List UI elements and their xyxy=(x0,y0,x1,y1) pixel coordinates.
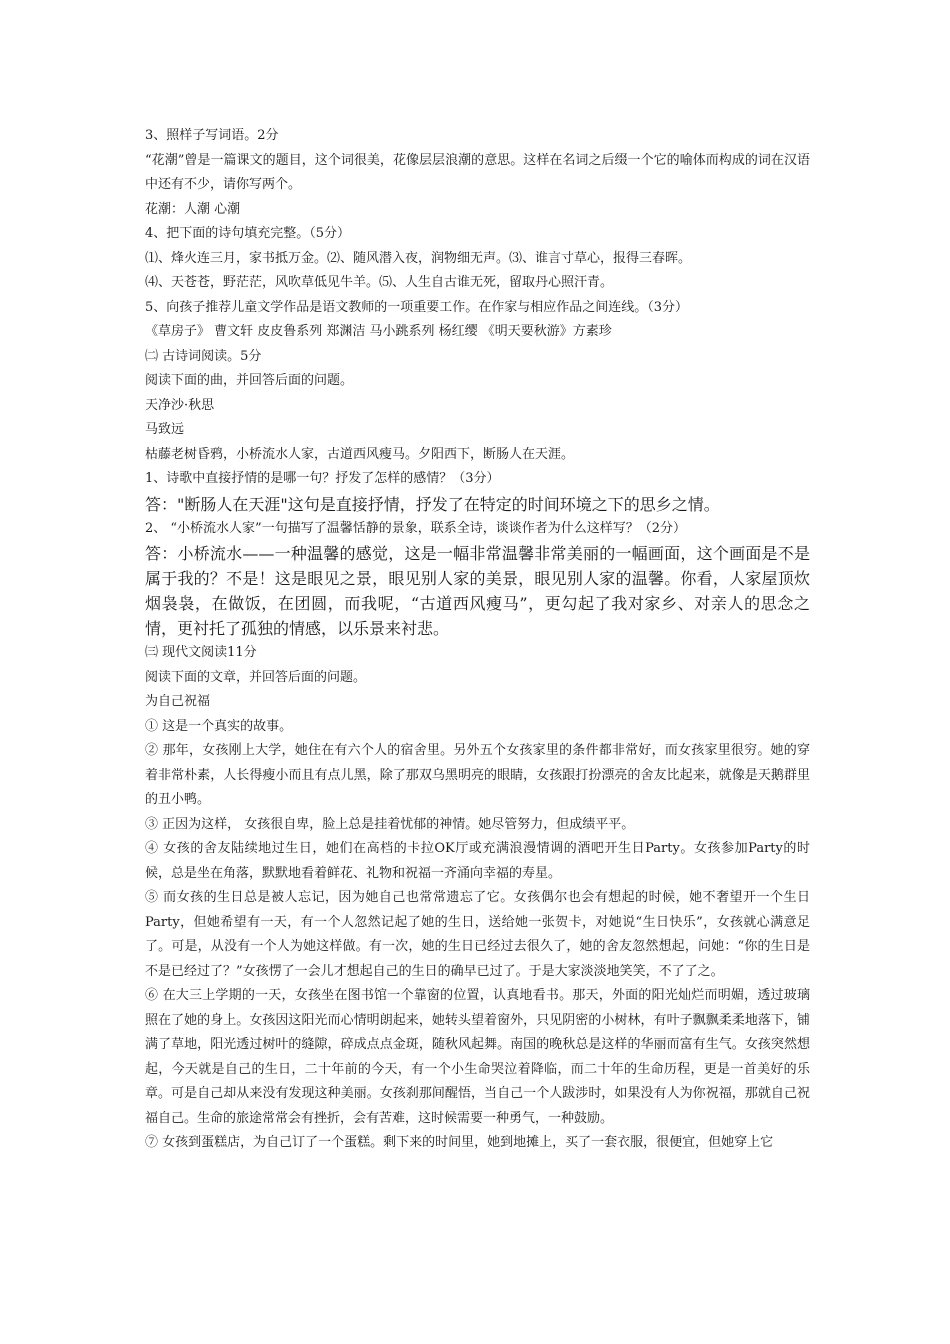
article-paragraph-5: ⑤ 而女孩的生日总是被人忘记，因为她自己也常常遗忘了它。女孩偶尔也会有想起的时候，她不奢望开一个生日Party，但她希望有一天，有一个人忽然记起了她的生日，送给她一张贺卡，对她说“生日快乐”，女孩就心满意足了。可是，从没有一个人为她这样做。有一次，她的生日已经过去很久了，她的舍友忽然想起，问她：“你的生日是不是已经过了？”女孩愣了一会儿才想起自己的生日的确早已过了。于是大家淡淡地笑笑，不了了之。 xyxy=(145,890,810,979)
poem-question-1: 1、诗歌中直接抒情的是哪一句？抒发了怎样的感情？（3分） xyxy=(145,471,500,486)
article-paragraph-7: ⑦ 女孩到蛋糕店，为自己订了一个蛋糕。剩下来的时间里，她到地摊上，买了一套衣服，很便宜，但她穿上它 xyxy=(145,1135,774,1150)
q3-answer: 花潮：人潮 心潮 xyxy=(145,201,241,217)
q5-items: 《草房子》 曹文轩 皮皮鲁系列 郑渊洁 马小跳系列 杨红缨 《明天要秋游》方素珍 xyxy=(145,324,612,339)
poem-answer-1: 答："断肠人在天涯"这句是直接抒情，抒发了在特定的时间环境之下的思乡之情。 xyxy=(145,494,720,514)
section3-title: ㈢ 现代文阅读11分 xyxy=(145,645,257,660)
document-page xyxy=(145,124,810,1156)
q4-line1: ⑴、烽火连三月，家书抵万金。⑵、随风潜入夜，润物细无声。⑶、谁言寸草心，报得三春晖。 xyxy=(145,250,692,266)
article-paragraph-1: ① 这是一个真实的故事。 xyxy=(145,718,293,734)
poem-author: 马致远 xyxy=(145,422,185,437)
poem-question-2: 2、 “小桥流水人家”一句描写了温馨恬静的景象，联系全诗，谈谈作者为什么这样写？（2分） xyxy=(145,520,686,536)
q3-desc: “花潮”曾是一篇课文的题目，这个词很美，花像层层浪潮的意思。这样在名词之后缀一个它的喻体而构成的词在汉语中还有不少，请你写两个。 xyxy=(145,152,810,192)
q5-title: 5、向孩子推荐儿童文学作品是语文教师的一项重要工作。在作家与相应作品之间连线。（3分） xyxy=(145,299,689,315)
section2-title: ㈡ 古诗词阅读。5分 xyxy=(145,348,262,364)
q3-title: 3、照样子写词语。2分 xyxy=(145,128,279,143)
poem-answer-2: 答：小桥流水——一种温馨的感觉，这是一幅非常温馨非常美丽的一幅画面，这个画面是不是属于我的？不是！这是眼见之景，眼见别人家的美景，眼见别人家的温馨。你看，人家屋顶炊烟袅袅，在做饭，在团圆，而我呢，“古道西风瘦马”，更勾起了我对家乡、对亲人的思念之情，更衬托了孤独的情感，以乐景来衬悲。 xyxy=(145,544,810,638)
article-paragraph-6: ⑥ 在大三上学期的一天，女孩坐在图书馆一个靠窗的位置，认真地看书。那天，外面的阳光灿烂而明媚，透过玻璃照在了她的身上。女孩因这阳光而心情明朗起来，她转头望着窗外，只见阴密的小树林，有叶子飘飘柔柔地落下，铺满了草地，阳光透过树叶的缝隙，碎成点点金斑，随秋风起舞。南国的晚秋总是这样的华丽而富有生气。女孩突然想起，今天就是自己的生日，二十年前的今天，有一个小生命哭泣着降临，而二十年的生命历程，更是一首美好的乐章。可是自己却从来没有发现这种美丽。女孩刹那间醒悟，当自己一个人跋涉时，如果没有人为你祝福，那就自己祝福自己。生命的旅途常常会有挫折，会有苦难，这时候需要一种勇气，一种鼓励。 xyxy=(145,988,810,1126)
article-paragraph-3: ③ 正因为这样， 女孩很自卑，脸上总是挂着忧郁的神情。她尽管努力，但成绩平平。 xyxy=(145,816,635,832)
article-title: 为自己祝福 xyxy=(145,694,211,709)
article-paragraph-2: ② 那年，女孩刚上大学，她住在有六个人的宿舍里。另外五个女孩家里的条件都非常好，而女孩家里很穷。她的穿着非常朴素，人长得瘦小而且有点儿黑，除了那双乌黑明亮的眼睛，女孩跟打扮漂亮的舍友比起来，就像是天鹅群里的丑小鸭。 xyxy=(145,743,810,807)
q4-title: 4、把下面的诗句填充完整。（5分） xyxy=(145,226,351,241)
section2-intro: 阅读下面的曲，并回答后面的问题。 xyxy=(145,373,354,388)
poem-text: 枯藤老树昏鸦，小桥流水人家，古道西风瘦马。夕阳西下，断肠人在天涯。 xyxy=(145,446,575,462)
q4-line2: ⑷、天苍苍，野茫茫，风吹草低见牛羊。⑸、人生自古谁无死，留取丹心照汗青。 xyxy=(145,275,614,290)
poem-title: 天净沙·秋思 xyxy=(145,397,215,413)
article-paragraph-4: ④ 女孩的舍友陆续地过生日，她们在高档的卡拉OK厅或充满浪漫情调的酒吧开生日Party。女孩参加Party的时候，总是坐在角落，默默地看着鲜花、礼物和祝福一齐涌向幸福的寿星。 xyxy=(145,841,810,881)
section3-intro: 阅读下面的文章，并回答后面的问题。 xyxy=(145,669,367,685)
